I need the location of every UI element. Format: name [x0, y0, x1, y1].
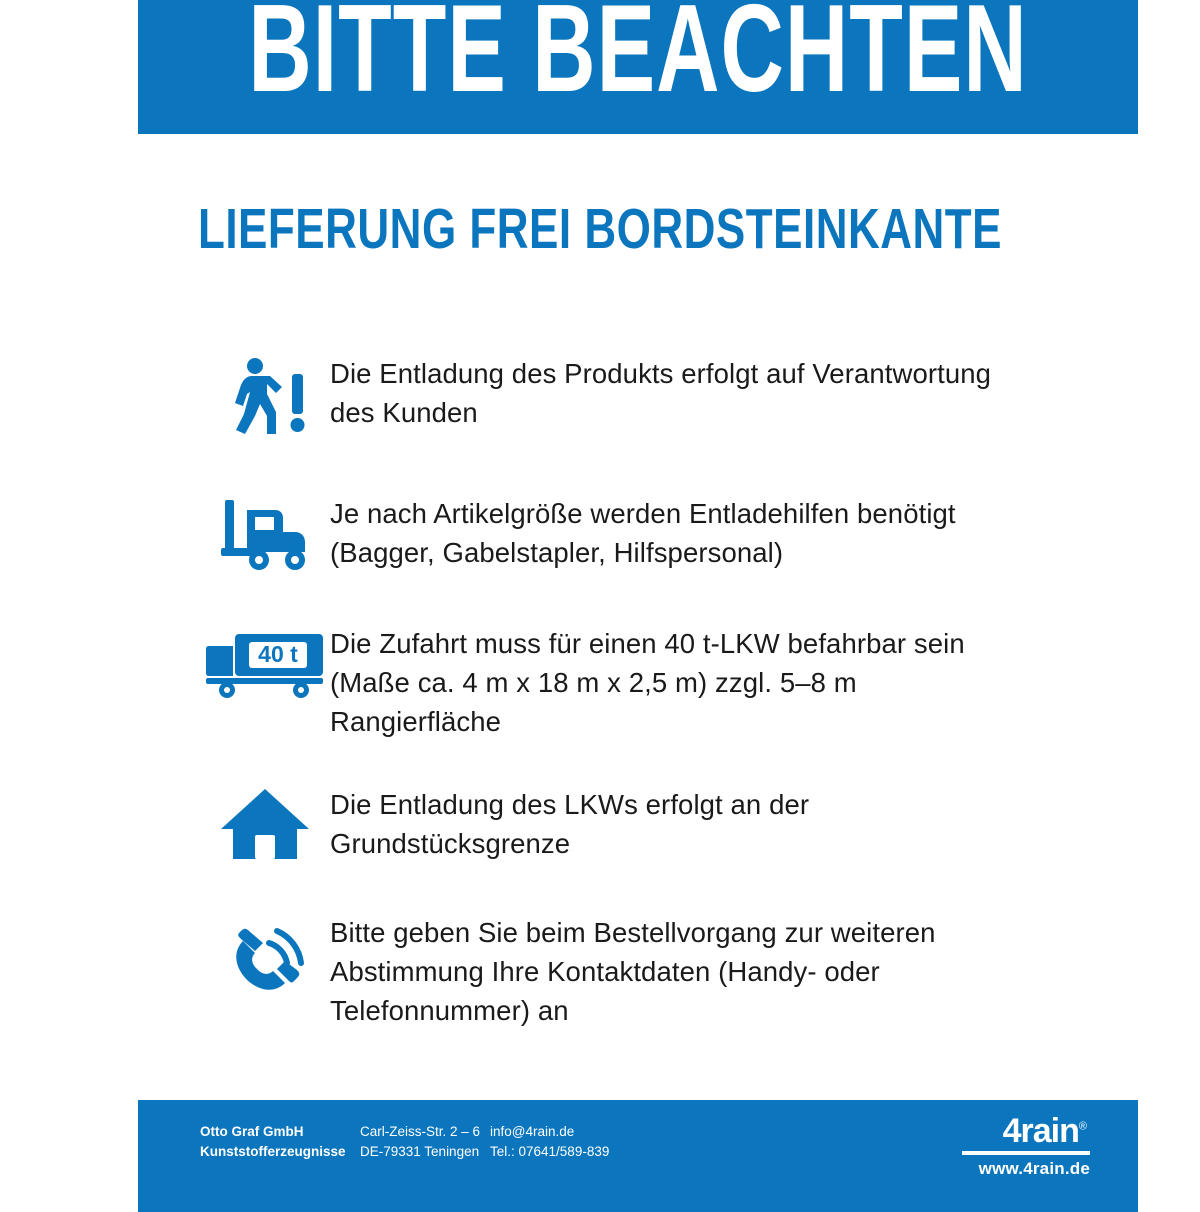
list-item-text: Die Zufahrt muss für einen 40 t-LKW befahrbar sein (Maße ca. 4 m x 18 m x 2,5 m) zzgl. 5–8 m Rangierfläche [330, 628, 965, 738]
truck-load-label: 40 t [258, 641, 298, 668]
footer-email[interactable]: info@4rain.de [490, 1124, 575, 1139]
list-item-text: Die Entladung des LKWs erfolgt an der Grundstücksgrenze [330, 789, 810, 860]
phone-ringing-icon [200, 911, 330, 999]
list-item [200, 622, 1020, 741]
footer-address [360, 1122, 480, 1163]
list-item [200, 783, 1020, 863]
footer-company-sub: Kunststofferzeugnisse [200, 1144, 346, 1160]
forklift-icon [200, 492, 330, 572]
logo-text: 4rain [1002, 1112, 1079, 1150]
footer [138, 1100, 1138, 1212]
footer-address-line2: DE-79331 Teningen [360, 1144, 480, 1160]
list-item-text: Die Entladung des Produkts erfolgt auf Verantwortung des Kunden [330, 358, 992, 429]
page-title: BITTE BEACHTEN [248, 0, 1028, 119]
logo-underline [962, 1151, 1090, 1155]
list-item [200, 492, 1020, 572]
pedestrian-warning-icon [200, 352, 330, 436]
notice-list [200, 352, 1020, 1030]
header-banner [138, 0, 1138, 134]
truck-40t-icon [200, 622, 330, 698]
list-item [200, 352, 1020, 436]
footer-company [200, 1122, 346, 1163]
footer-contact [490, 1122, 609, 1163]
footer-address-line1: Carl-Zeiss-Str. 2 – 6 [360, 1124, 481, 1139]
logo-mark [1003, 1114, 1090, 1148]
list-item-text: Bitte geben Sie beim Bestellvorgang zur weiteren Abstimmung Ihre Kontaktdaten (Handy- oder Telefonnummer) an [330, 917, 936, 1027]
footer-phone: Tel.: 07641/589-839 [490, 1144, 610, 1160]
footer-company-name: Otto Graf GmbH [200, 1124, 304, 1139]
subtitle: LIEFERUNG FREI BORDSTEINKANTE [197, 198, 1003, 261]
house-icon [200, 783, 330, 863]
list-item [200, 911, 1020, 1030]
list-item-text: Je nach Artikelgröße werden Entladehilfen benötigt (Bagger, Gabelstapler, Hilfspersonal) [330, 498, 956, 569]
logo-registered-mark: ® [1078, 1120, 1086, 1133]
logo-url[interactable]: www.4rain.de [978, 1159, 1090, 1178]
brand-logo [962, 1114, 1090, 1179]
